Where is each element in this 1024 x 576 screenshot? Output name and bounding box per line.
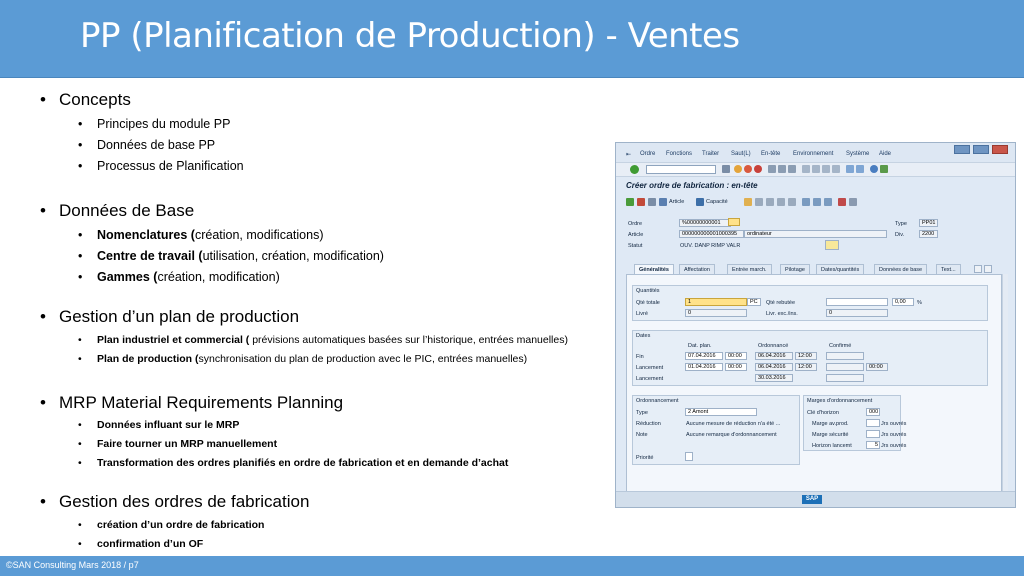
fin-ordo-time: 12:00 [795, 352, 817, 360]
table-icon[interactable] [813, 198, 821, 206]
bullet-gestion-of: • Gestion des ordres de fabrication [40, 492, 309, 512]
enter-icon[interactable] [630, 165, 639, 174]
sub-bullet: • Processus de Planification [78, 159, 244, 173]
quantites-title: Quantités [636, 288, 660, 294]
find-next-icon[interactable] [788, 165, 796, 173]
note-label: Note [636, 432, 648, 438]
sap-tab-strip [634, 264, 990, 274]
paste-icon[interactable] [777, 198, 785, 206]
livr-exc-label: Livr. exc./ins. [766, 311, 798, 317]
col-dat-plan: Dat. plan. [688, 343, 712, 349]
sub-bullet: • Faire tourner un MRP manuellement [78, 438, 277, 450]
sap-menu-bar [616, 143, 1016, 163]
marge-av-unit: Jrs ouvrés [881, 421, 907, 427]
cancel-icon[interactable] [754, 165, 762, 173]
article-field: 000000000001000395 [679, 230, 744, 238]
article-label: Article [628, 232, 644, 238]
lock-icon[interactable] [744, 198, 752, 206]
statut-label: Statut [628, 243, 643, 249]
cost-icon[interactable] [788, 198, 796, 206]
list-icon[interactable] [802, 198, 810, 206]
marge-av-label: Marge av.prod. [812, 421, 849, 427]
sap-screenshot [615, 142, 1016, 508]
edit-icon[interactable] [728, 218, 740, 226]
save-icon[interactable] [722, 165, 730, 173]
bullet-gestion-plan: • Gestion d’un plan de production [40, 307, 299, 327]
lanc-ordo-date: 06.04.2016 [755, 363, 793, 371]
menu-environnement[interactable]: Environnement [793, 151, 834, 157]
qte-totale-label: Qté totale [636, 300, 660, 306]
livr-exc-field: 0 [826, 309, 888, 317]
division-label: Div. [895, 232, 905, 238]
lanc2-ordo-date: 30.03.2016 [755, 374, 793, 382]
sub-bullet: • Nomenclatures (création, modifications) [78, 228, 323, 242]
article-icon[interactable] [659, 198, 667, 206]
new-session-icon[interactable] [846, 165, 854, 173]
vertical-scrollbar[interactable] [1002, 274, 1008, 496]
sub-bullet: • Principes du module PP [78, 117, 230, 131]
pdf-icon[interactable] [838, 198, 846, 206]
reduction-label: Réduction [636, 421, 661, 427]
back-icon[interactable] [734, 165, 742, 173]
sub-bullet: • création d’un ordre de fabrication [78, 519, 264, 531]
flag-icon[interactable] [626, 198, 634, 206]
sub-bullet: • Données influant sur le MRP [78, 419, 239, 431]
layout-icon[interactable] [880, 165, 888, 173]
tab-affectation[interactable]: Affectation [679, 264, 715, 274]
tab-content [626, 274, 1002, 496]
tab-scroll-right-icon[interactable] [984, 265, 992, 273]
window-controls [954, 145, 1014, 155]
document-icon[interactable] [648, 198, 656, 206]
lanc-plan-date[interactable]: 01.04.2016 [685, 363, 723, 371]
fin-plan-time[interactable]: 00:00 [725, 352, 747, 360]
percent-label: % [917, 300, 922, 306]
quantites-group [632, 285, 988, 321]
sub-bullet: • confirmation d’un OF [78, 538, 203, 550]
exit-icon[interactable] [744, 165, 752, 173]
minimize-icon[interactable] [954, 145, 970, 154]
horizon-lancemt-input[interactable]: 5 [866, 441, 880, 449]
qte-totale-input[interactable]: 1 [685, 298, 747, 306]
marges-group [803, 395, 907, 451]
menu-saut[interactable]: Saut(L) [731, 151, 751, 157]
help-icon[interactable] [870, 165, 878, 173]
sap-app-toolbar [626, 197, 1002, 209]
sub-bullet: • Plan de production (synchronisation du plan de production avec le PIC, entrées manuelles) [78, 353, 527, 365]
ordre-field: %00000000001 [679, 219, 731, 227]
sap-title-bar [626, 181, 1002, 193]
shortcut-icon[interactable] [856, 165, 864, 173]
priorite-label: Priorité [636, 455, 654, 461]
tab-dates-quantites[interactable]: Dates/quantités [816, 264, 864, 274]
lanc-ordo-time: 12:00 [795, 363, 817, 371]
marge-av-input[interactable] [866, 419, 880, 427]
find-icon[interactable] [778, 165, 786, 173]
note-value: Aucune remarque d'ordonnancement [686, 432, 777, 438]
type-label: Type [895, 221, 907, 227]
release-icon[interactable] [637, 198, 645, 206]
exit-icon[interactable]: ⇤ [626, 152, 632, 158]
type-field: PP01 [919, 219, 938, 227]
cle-horizon-input[interactable]: 000 [866, 408, 880, 416]
lanc2-conf-date [826, 374, 864, 382]
reduction-value: Aucune mesure de réduction n'a été ... [686, 421, 781, 427]
capacity-button[interactable]: Capacité [706, 199, 728, 205]
print-icon[interactable] [755, 198, 763, 206]
slide-title: PP (Planification de Production) - Ventes [80, 16, 740, 56]
footer-text: ©SAN Consulting Mars 2018 / p7 [6, 560, 139, 570]
menu-aide[interactable]: Aide [879, 151, 892, 157]
col-ordonnance: Ordonnancé [758, 343, 789, 349]
fin-ordo-date: 06.04.2016 [755, 352, 793, 360]
statut-value: OUV. DANP RIMP VALR [680, 243, 741, 249]
marges-title: Marges d'ordonnancement [807, 398, 873, 404]
info-icon[interactable] [825, 240, 839, 250]
fin-conf-date [826, 352, 864, 360]
prev-page-icon[interactable] [812, 165, 820, 173]
more-icon[interactable] [849, 198, 857, 206]
close-icon[interactable] [992, 145, 1008, 154]
sap-status-bar [616, 491, 1016, 508]
sub-bullet: • Transformation des ordres planifiés en ordre de fabrication et en demande d’achat [78, 457, 508, 469]
article-description: ordinateur [744, 230, 887, 238]
ordo-type-select[interactable]: 2 Amont [685, 408, 757, 416]
tab-pilotage[interactable]: Pilotage [780, 264, 810, 274]
col-confirme: Confirmé [829, 343, 852, 349]
next-page-icon[interactable] [822, 165, 830, 173]
ordonnancement-group [632, 395, 800, 465]
priorite-input[interactable] [685, 452, 693, 461]
slide-footer [0, 556, 1024, 576]
lancement2-label: Lancement [636, 376, 664, 382]
sub-bullet: • Centre de travail (utilisation, création, modification) [78, 249, 384, 263]
marge-sec-label: Marge sécurité [812, 432, 849, 438]
qte-rebutee-input[interactable] [826, 298, 888, 306]
tab-scroll-left-icon[interactable] [974, 265, 982, 273]
fin-label: Fin [636, 354, 644, 360]
print-icon[interactable] [768, 165, 776, 173]
rebut-percent-input[interactable]: 0,00 [892, 298, 914, 306]
qte-rebutee-label: Qté rebutée [766, 300, 796, 306]
first-page-icon[interactable] [802, 165, 810, 173]
sub-bullet: • Données de base PP [78, 138, 215, 152]
bullet-mrp: • MRP Material Requirements Planning [40, 393, 343, 413]
lanc-conf-time: 00:00 [866, 363, 888, 371]
sub-bullet: • Gammes (création, modification) [78, 270, 280, 284]
copy-icon[interactable] [766, 198, 774, 206]
lanc-conf-date [826, 363, 864, 371]
menu-fonctions[interactable]: Fonctions [666, 151, 693, 157]
tab-donnees-de-base[interactable]: Données de base [874, 264, 927, 274]
maximize-icon[interactable] [973, 145, 989, 154]
sap-logo: SAP [802, 495, 822, 504]
ordo-type-label: Type [636, 410, 648, 416]
tab-entree-march[interactable]: Entrée march. [727, 264, 772, 274]
marge-sec-input[interactable] [866, 430, 880, 438]
dates-title: Dates [636, 333, 651, 339]
command-field[interactable] [646, 165, 716, 174]
menu-traiter[interactable]: Traiter [702, 151, 720, 157]
sap-standard-toolbar [616, 163, 1016, 177]
marge-sec-unit: Jrs ouvrés [881, 432, 907, 438]
last-page-icon[interactable] [832, 165, 840, 173]
ordonnancement-title: Ordonnancement [636, 398, 679, 404]
menu-ordre[interactable]: Ordre [640, 151, 656, 157]
sub-bullet: • Plan industriel et commercial ( prévisions automatiques basées sur l’historique, entrées manuelles) [78, 334, 568, 346]
horizon-lancemt-label: Horizon lancemt [812, 443, 852, 449]
bullet-donnees-de-base: • Données de Base [40, 201, 194, 221]
tab-texte[interactable]: Text... [936, 264, 961, 274]
lancement-label: Lancement [636, 365, 664, 371]
dates-group [632, 330, 988, 386]
livre-field: 0 [685, 309, 747, 317]
menu-systeme[interactable]: Système [846, 151, 870, 157]
ordre-label: Ordre [628, 221, 643, 227]
fin-plan-date[interactable]: 07.04.2016 [685, 352, 723, 360]
menu-en-tete[interactable]: En-tête [761, 151, 781, 157]
article-button[interactable]: Article [669, 199, 685, 205]
tab-generalites[interactable]: Généralités [634, 264, 674, 274]
horizon-lancemt-unit: Jrs ouvrés [881, 443, 907, 449]
livre-label: Livré [636, 311, 648, 317]
lanc-plan-time[interactable]: 00:00 [725, 363, 747, 371]
cle-horizon-label: Clé d'horizon [807, 410, 839, 416]
screen-title: Créer ordre de fabrication : en-tête [626, 181, 758, 190]
capacity-icon[interactable] [696, 198, 704, 206]
graphic-icon[interactable] [824, 198, 832, 206]
division-field: 2200 [919, 230, 938, 238]
unit-field[interactable]: PC [747, 298, 761, 306]
bullet-concepts: • Concepts [40, 90, 131, 110]
